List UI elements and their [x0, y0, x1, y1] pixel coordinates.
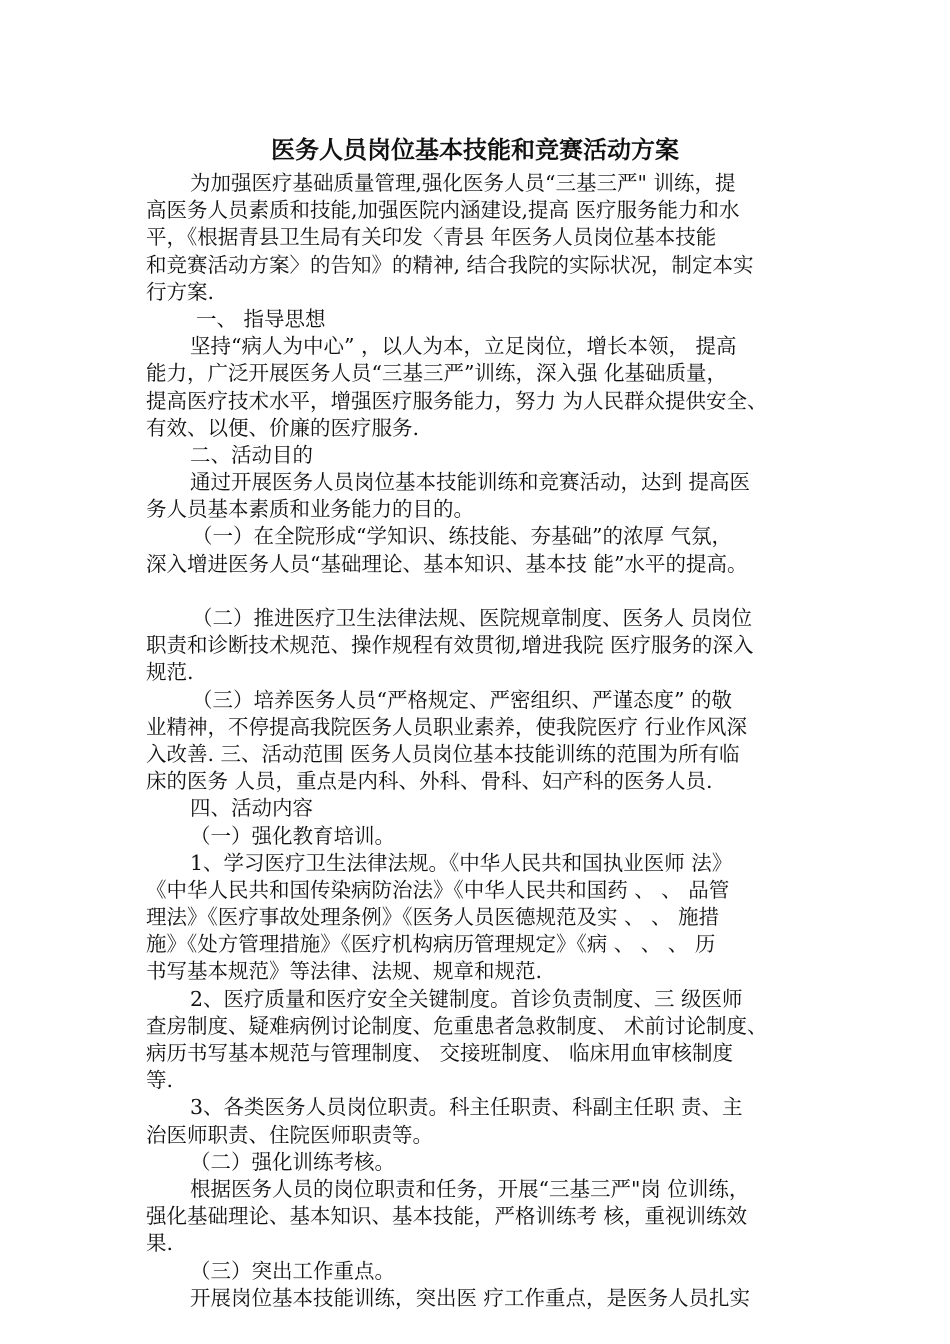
subsection-heading: （一）强化教育培训。 [190, 823, 395, 848]
paragraph-line: 治医师职责、住院医师职责等。 [146, 1122, 433, 1147]
subsection-heading: （三）突出工作重点。 [190, 1258, 395, 1283]
paragraph-line: 施》《处方管理措施》《医疗机构病历管理规定》《病 、 、 、 历 [146, 932, 716, 957]
section-heading: 一、 指导思想 [196, 306, 326, 331]
paragraph-line: 通过开展医务人员岗位基本技能训练和竞赛活动，达到 提高医 [190, 470, 751, 495]
paragraph-line: 高医务人员素质和技能,加强医院内涵建设,提高 医疗服务能力和水 [146, 198, 740, 223]
paragraph-line: 果. [146, 1231, 174, 1256]
paragraph-line: 强化基础理论、基本知识、基本技能，严格训练考 核，重视训练效 [146, 1204, 748, 1229]
document-body [146, 170, 826, 1312]
paragraph-line: 业精神，不停提高我院医务人员职业素养，使我院医疗 行业作风深 [146, 714, 748, 739]
paragraph-line: 《中华人民共和国传染病防治法》《中华人民共和国药 、 、 品管 [146, 877, 730, 902]
paragraph-line: 坚持“病人为中心” ，以人为本，立足岗位，增长本领， 提高 [190, 334, 737, 359]
paragraph-line: 能力，广泛开展医务人员“三基三严”训练，深入强 化基础质量， [146, 361, 727, 386]
paragraph-line: （一）在全院形成“学知识、练技能、夯基础”的浓厚 气氛， [192, 524, 732, 549]
paragraph-line: 深入增进医务人员“基础理论、基本知识、基本技 能”水平的提高。 [146, 551, 748, 576]
paragraph-line: 查房制度、疑难病例讨论制度、危重患者急救制度、 术前讨论制度、 [146, 1013, 768, 1038]
paragraph-line: 规范. [146, 660, 194, 685]
paragraph-line: 务人员基本素质和业务能力的目的。 [146, 497, 474, 522]
subsection-heading: （二）强化训练考核。 [190, 1149, 395, 1174]
section-heading: 四、活动内容 [190, 796, 313, 821]
paragraph-line: 3、各类医务人员岗位职责。科主任职责、科副主任职 责、主 [190, 1095, 743, 1120]
paragraph-line: （三）培养医务人员“严格规定、严密组织、严谨态度” 的敬 [192, 687, 732, 712]
paragraph-line: 为加强医疗基础质量管理,强化医务人员“三基三严" 训练，提 [190, 171, 736, 195]
paragraph-line: 开展岗位基本技能训练，突出医 疗工作重点，是医务人员扎实 [190, 1285, 751, 1310]
section-heading: 二、活动目的 [190, 442, 313, 467]
paragraph-line: 病历书写基本规范与管理制度、 交接班制度、 临床用血审核制度 [146, 1041, 734, 1065]
paragraph-line: （二）推进医疗卫生法律法规、医院规章制度、医务人 员岗位 [192, 606, 753, 630]
paragraph-line: 有效、以便、价廉的医疗服务. [146, 415, 420, 440]
paragraph-line: 理法》《医疗事故处理条例》《医务人员医德规范及实 、 、 施措 [146, 905, 720, 930]
paragraph-line: 2、医疗质量和医疗安全关键制度。首诊负责制度、三 级医师 [190, 986, 743, 1011]
paragraph-line: 平，《根据青县卫生局有关印发〈青县 年医务人员岗位基本技能 [146, 225, 717, 250]
blank-line [146, 578, 826, 605]
paragraph-line: 等. [146, 1068, 174, 1093]
paragraph-line: 入改善. 三、活动范围 医务人员岗位基本技能训练的范围为所有临 [146, 741, 740, 766]
paragraph-line: 书写基本规范》等法律、法规、规章和规范. [146, 959, 543, 984]
paragraph-line: 职责和诊断技术规范、操作规程有效贯彻,增进我院 医疗服务的深入 [146, 633, 754, 658]
paragraph-line: 提高医疗技术水平，增强医疗服务能力，努力 为人民群众提供安全、 [146, 388, 768, 413]
paragraph-line: 根据医务人员的岗位职责和任务，开展“三基三严"岗 位训练， [190, 1176, 750, 1201]
document-title: 医务人员岗位基本技能和竞赛活动方案 [271, 135, 679, 164]
paragraph-line: 1、学习医疗卫生法律法规。《中华人民共和国执业医师 法》 [190, 850, 733, 875]
paragraph-line: 床的医务 人员，重点是内科、外科、骨科、妇产科的医务人员. [146, 769, 713, 794]
paragraph-line: 行方案. [146, 279, 215, 304]
paragraph-line: 和竞赛活动方案〉的告知》的精神, 结合我院的实际状况，制定本实 [146, 252, 754, 277]
